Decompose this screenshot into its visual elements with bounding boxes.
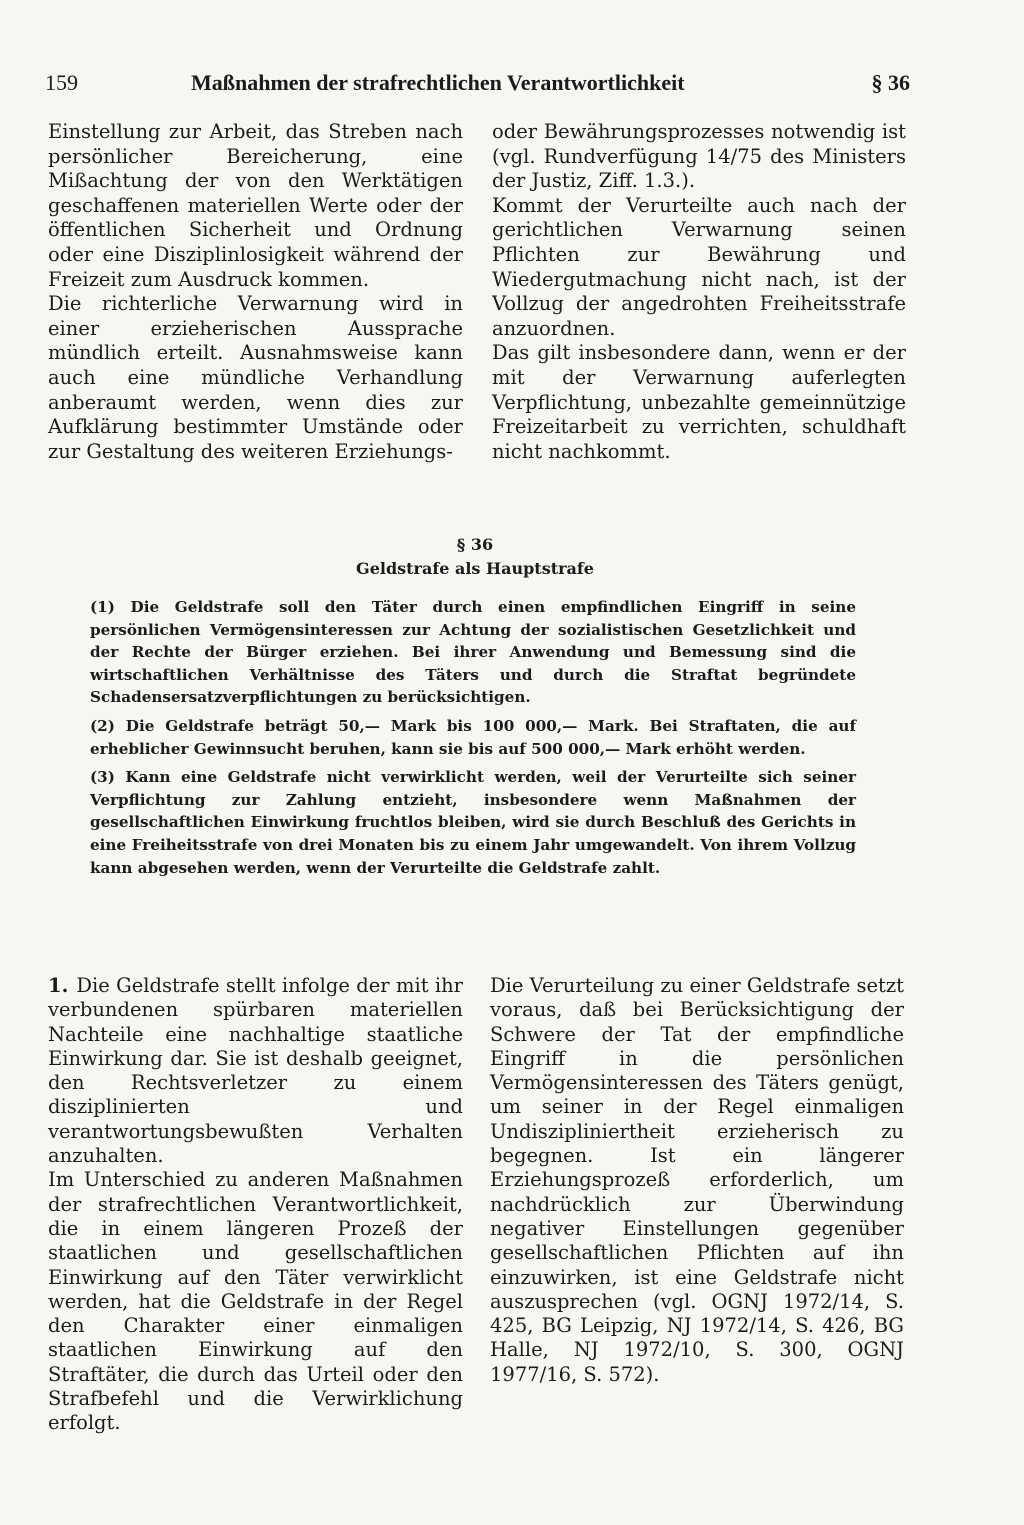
commentary-right-column — [490, 974, 904, 1387]
paragraph: Kommt der Verurteilte auch nach der gerichtlichen Verwarnung seinen Pflichten zur Bewährung und Wiedergutmachung nicht nach, ist der Vollzug der angedrohten Freiheitsstrafe anzuordnen. — [492, 193, 906, 340]
law-text — [90, 596, 856, 885]
commentary-text: Die Geldstrafe stellt infolge der mit ihr verbundenen spürbaren materiellen Nachteile eine nachhaltige staatliche Einwirkung dar. Sie ist deshalb geeignet, den Rechtsverletzer zu einem disziplinierten und verantwortungsbewußten Verhalten anzuhalten. — [48, 974, 463, 1168]
running-title: Maßnahmen der strafrechtlichen Verantwortlichkeit — [191, 70, 685, 95]
paragraph: oder Bewährungsprozesses notwendig ist (vgl. Rundverfügung 14/75 des Ministers der Justiz, Ziff. 1.3.). — [492, 120, 906, 193]
top-right-column — [492, 120, 906, 464]
law-paragraph-2: (2) Die Geldstrafe beträgt 50,— Mark bis 100 000,— Mark. Bei Straftaten, die auf erheblicher Gewinnsucht beruhen, kann sie bis auf 500 000,— Mark erhöht werden. — [90, 716, 856, 758]
section-marker: § 36 — [871, 70, 910, 95]
top-left-column — [48, 120, 463, 464]
paragraph: Einstellung zur Arbeit, das Streben nach persönlicher Bereicherung, eine Mißachtung der von den Werktätigen geschaffenen materiellen Werte oder der öffentlichen Sicherheit und Ordnung oder eine Disziplinlosigkeit während der Freizeit zum Ausdruck kommen. — [48, 120, 463, 291]
commentary-paragraph — [48, 974, 463, 1168]
law-paragraph-3: (3) Kann eine Geldstrafe nicht verwirklicht werden, weil der Verurteilte sich seiner Verpflichtung zur Zahlung entzieht, insbesondere wenn Maßnahmen der gesellschaftlichen Einwirkung fruchtlos bleiben, wird sie durch Beschluß des Gerichts in eine Freiheitsstrafe von drei Monaten bis zu einem Jahr umgewandelt. Von ihrem Vollzug kann abgesehen werden, wenn der Verurteilte die Geldstrafe zahlt. — [90, 768, 856, 877]
law-section-number: § 36 — [456, 535, 494, 554]
commentary-paragraph: Die Verurteilung zu einer Geldstrafe setzt voraus, daß bei Berücksichtigung der Schwere der Tat der empfindliche Eingriff in die persönlichen Vermögensinteressen des Täters genügt, um seiner in der Regel einmaligen Undiszipliniertheit erzieherisch zu begegnen. Ist ein längerer Erziehungsprozeß erforderlich, um nachdrücklich zur Überwindung negativer Einstellungen gegenüber gesellschaftlichen Pflichten auf ihn einzuwirken, ist eine Geldstrafe nicht auszusprechen (vgl. OGNJ 1972/14, S. 425, BG Leipzig, NJ 1972/14, S. 426, BG Halle, NJ 1972/10, S. 300, OGNJ 1977/16, S. 572). — [490, 974, 904, 1386]
paragraph: Die richterliche Verwarnung wird in einer erzieherischen Aussprache mündlich erteilt. Ausnahmsweise kann auch eine mündliche Verhandlung anberaumt werden, wenn dies zur Aufklärung bestimmter Umstände oder zur Gestaltung des weiteren Erziehungs- — [48, 292, 463, 463]
commentary-left-column — [48, 974, 463, 1436]
paragraph: Das gilt insbesondere dann, wenn er der mit der Verwarnung auferlegten Verpflichtung, unbezahlte gemeinnützige Freizeitarbeit zu verrichten, schuldhaft nicht nachkommt. — [492, 341, 906, 463]
commentary-paragraph: Im Unterschied zu anderen Maßnahmen der strafrechtlichen Verantwortlichkeit, die in einem längeren Prozeß der staatlichen und gesellschaftlichen Einwirkung auf den Täter verwirklicht werden, hat die Geldstrafe in der Regel den Charakter einer einmaligen staatlichen Einwirkung auf den Straftäter, die durch das Urteil oder den Strafbefehl und die Verwirklichung erfolgt. — [48, 1168, 463, 1435]
law-paragraph-1: (1) Die Geldstrafe soll den Täter durch einen empfindlichen Eingriff in seine persönlichen Vermögensinteressen zur Achtung der sozialistischen Gesetzlichkeit und der Rechte der Bürger erziehen. Bei ihrer Anwendung und Bemessung sind die wirtschaftlichen Verhältnisse des Täters und durch die Straftat begründete Schadensersatzverpflichtungen zu berücksichtigen. — [90, 598, 856, 707]
law-section-title: Geldstrafe als Hauptstrafe — [356, 559, 594, 578]
law-heading-block — [0, 533, 950, 581]
commentary-number: 1. — [48, 974, 69, 997]
page-number: 159 — [45, 70, 78, 95]
running-header — [45, 70, 910, 102]
